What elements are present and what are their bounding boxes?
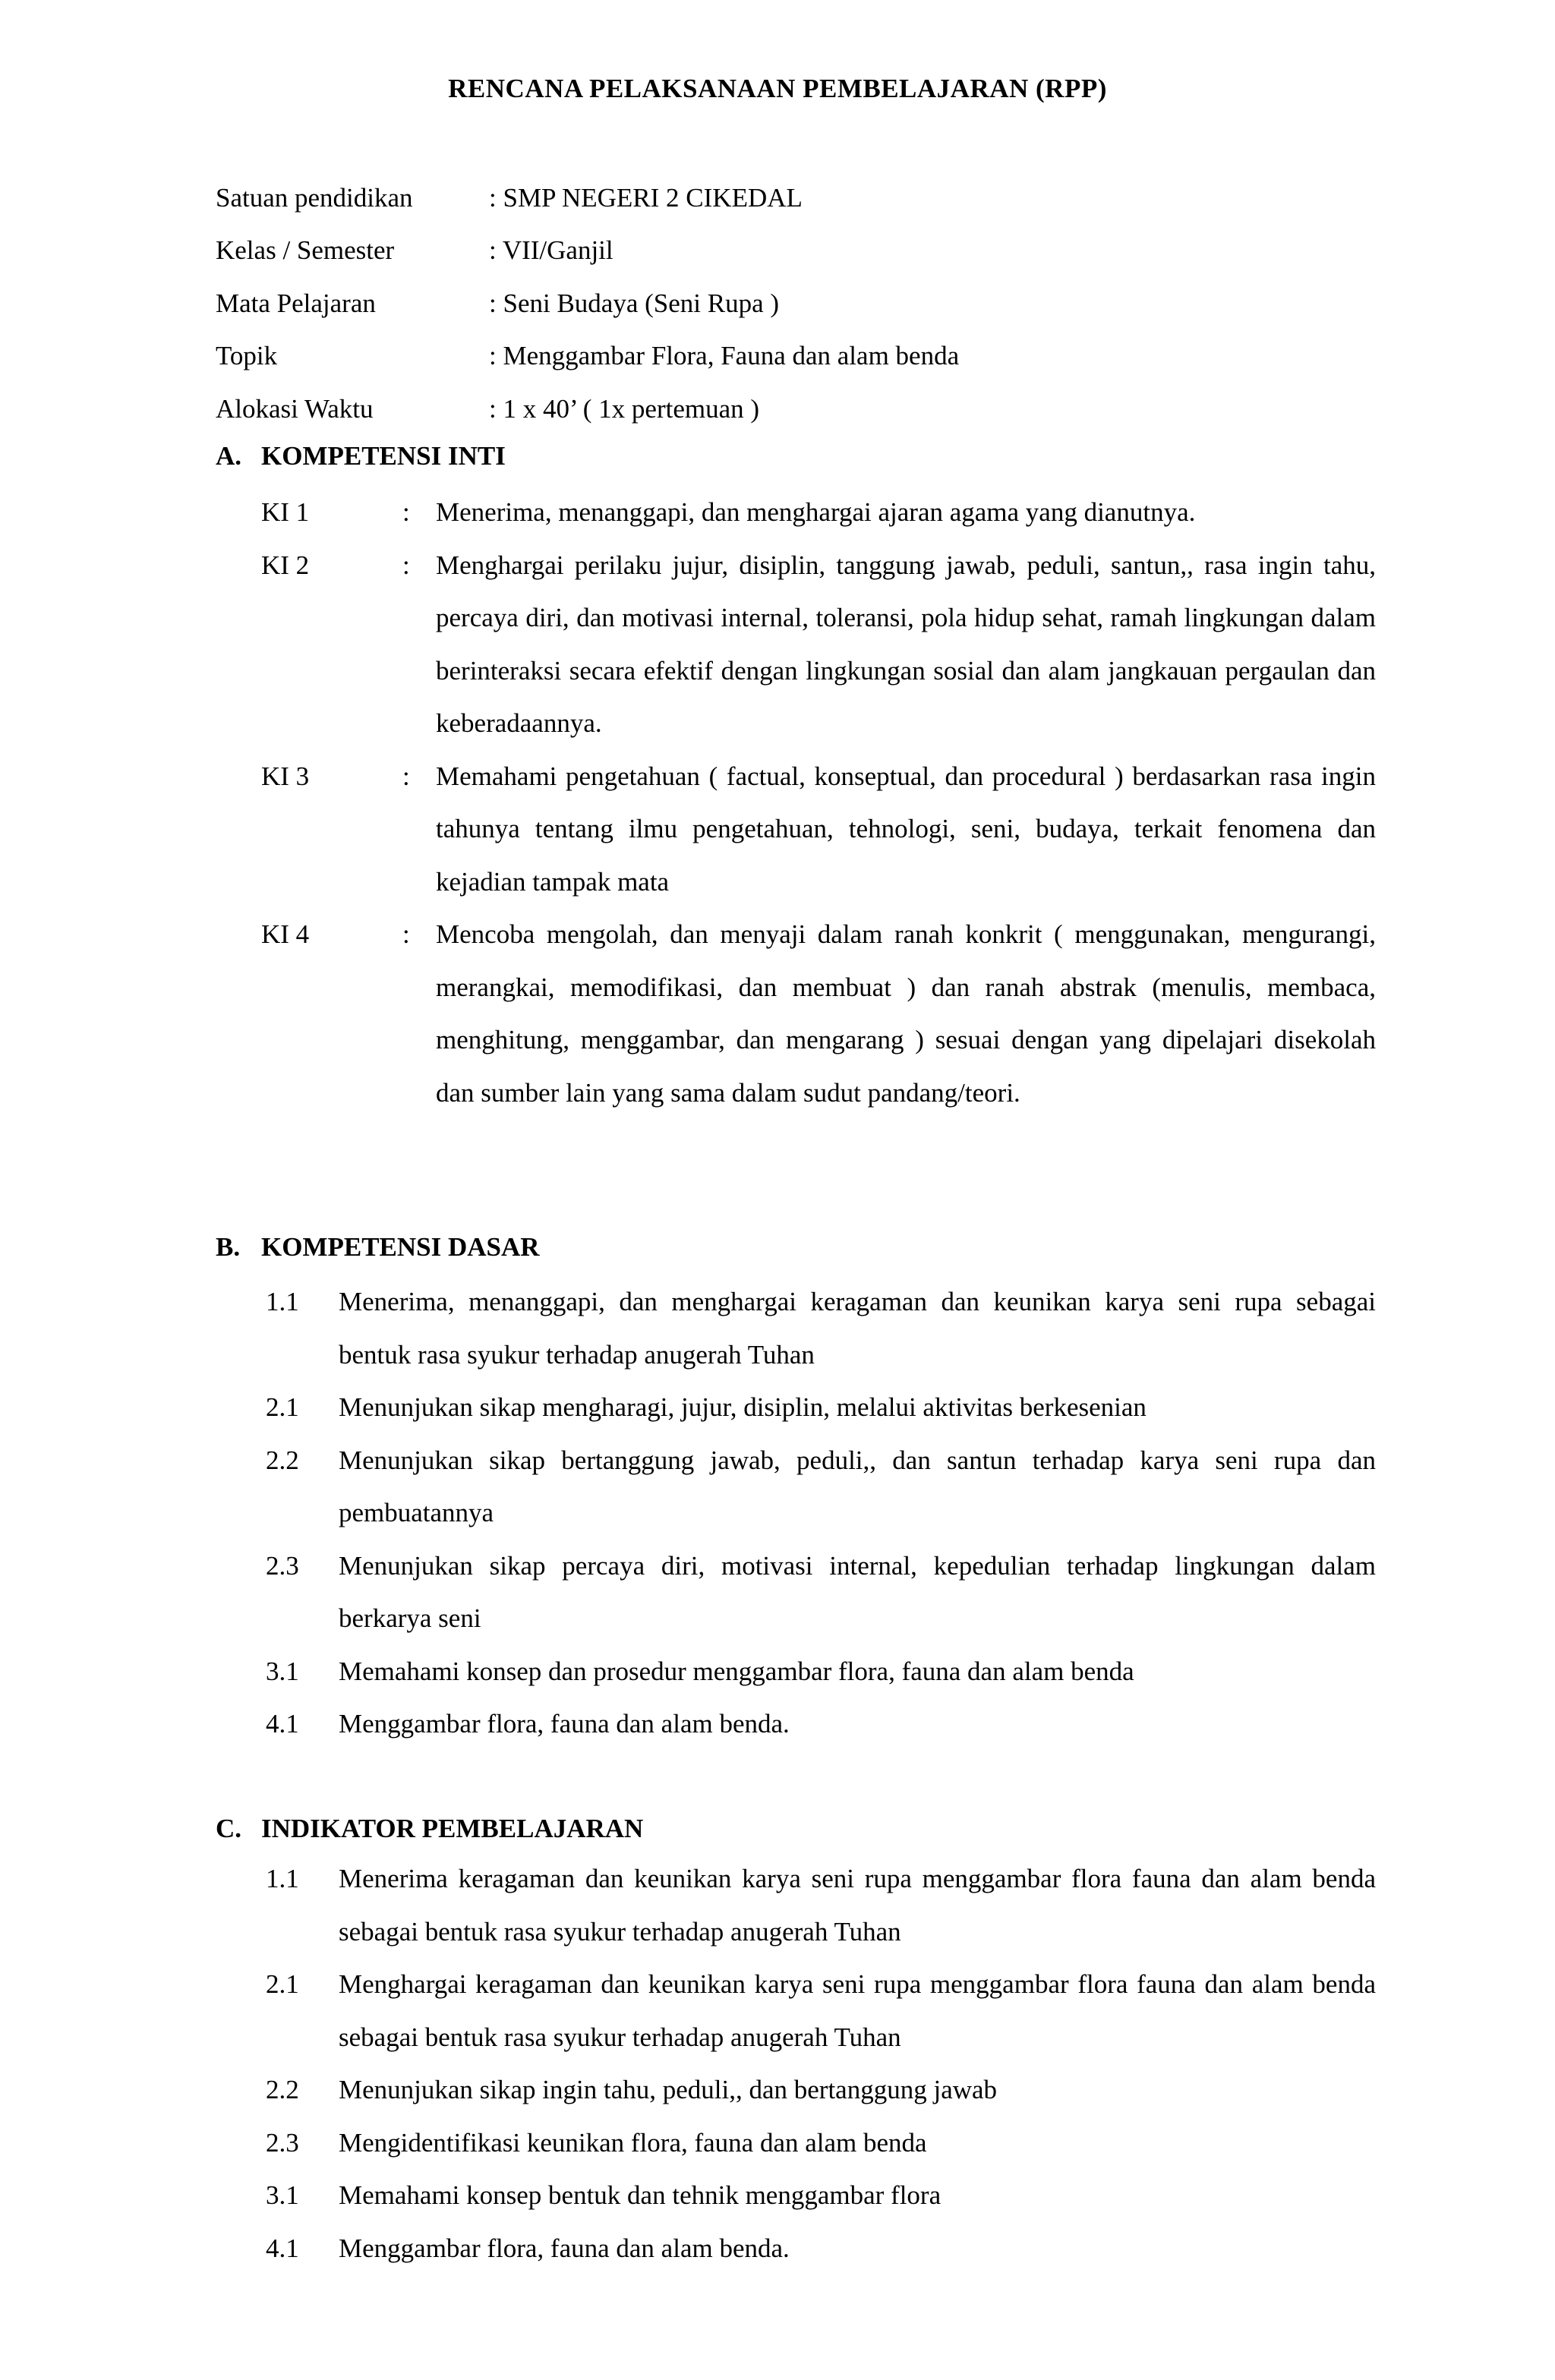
indicator-list — [266, 1852, 1376, 2274]
kd-item — [266, 1698, 1376, 1751]
identity-value: : Menggambar Flora, Fauna dan alam benda — [489, 341, 960, 371]
identity-label: Satuan pendidikan — [216, 182, 413, 213]
kd-code: 2.1 — [266, 1392, 299, 1422]
identity-row — [216, 225, 1400, 278]
identity-value: : Seni Budaya (Seni Rupa ) — [489, 288, 780, 318]
kd-text: Menunjukan sikap mengharagi, jujur, disiplin, melalui aktivitas berkesenian — [339, 1392, 1147, 1422]
kd-item — [266, 1275, 1376, 1381]
indicator-text: Menggambar flora, fauna dan alam benda. — [339, 2233, 790, 2263]
indicator-code: 3.1 — [266, 2180, 299, 2210]
kd-item — [266, 1434, 1376, 1540]
ki-text: Menerima, menanggapi, dan menghargai ajaran agama yang dianutnya. — [436, 497, 1196, 527]
identity-row — [216, 383, 1400, 436]
kd-item — [266, 1540, 1376, 1645]
indicator-code: 2.3 — [266, 2127, 299, 2158]
ki-item — [261, 750, 1376, 909]
section-letter: B. — [216, 1232, 241, 1262]
ki-text: Memahami pengetahuan ( factual, konseptual, dan procedural ) berdasarkan rasa ingin tahunya tentang ilmu pengetahuan, tehnologi, seni, budaya, terkait fenomena dan kejadian tampak mata — [436, 761, 1376, 897]
kd-code: 3.1 — [266, 1656, 299, 1686]
indicator-item — [266, 2063, 1376, 2117]
section-letter: C. — [216, 1814, 242, 1843]
kd-code: 2.3 — [266, 1550, 299, 1581]
kd-text: Menggambar flora, fauna dan alam benda. — [339, 1709, 790, 1739]
indicator-code: 1.1 — [266, 1864, 299, 1893]
document-title: RENCANA PELAKSANAAN PEMBELAJARAN (RPP) — [448, 74, 1107, 103]
section-b-heading — [216, 1228, 540, 1266]
identity-value: : VII/Ganjil — [489, 235, 613, 266]
ki-code: KI 2 — [261, 550, 310, 580]
ki-code: KI 3 — [261, 761, 310, 791]
kd-code: 2.2 — [266, 1445, 299, 1475]
section-title: INDIKATOR PEMBELAJARAN — [261, 1814, 644, 1843]
ki-text: Mencoba mengolah, dan menyaji dalam ranah konkrit ( menggunakan, mengurangi, merangkai, memodifikasi, dan membuat ) dan ranah abstrak (menulis, membaca, menghitung, menggambar, dan mengarang ) sesuai dengan yang dipelajari disekolah dan sumber lain yang sama dalam sudut pandang/teori. — [436, 919, 1376, 1108]
indicator-text: Menunjukan sikap ingin tahu, peduli,, dan bertanggung jawab — [339, 2075, 998, 2104]
identity-row — [216, 277, 1400, 330]
kd-text: Menunjukan sikap percaya diri, motivasi internal, kepedulian terhadap lingkungan dalam berkarya seni — [339, 1550, 1376, 1633]
ki-item — [261, 539, 1376, 750]
ki-colon: : — [402, 919, 410, 949]
identity-label: Kelas / Semester — [216, 235, 395, 266]
ki-colon: : — [402, 550, 410, 580]
section-letter: A. — [216, 441, 242, 471]
indicator-text: Mengidentifikasi keunikan flora, fauna dan alam benda — [339, 2127, 927, 2158]
section-title: KOMPETENSI INTI — [261, 441, 506, 471]
section-a-heading — [216, 437, 506, 475]
kd-text: Menerima, menanggapi, dan menghargai keragaman dan keunikan karya seni rupa sebagai bentuk rasa syukur terhadap anugerah Tuhan — [339, 1287, 1376, 1370]
ki-colon: : — [402, 761, 410, 791]
identity-table — [216, 172, 1400, 436]
indicator-item — [266, 2169, 1376, 2222]
kd-text: Memahami konsep dan prosedur menggambar flora, fauna dan alam benda — [339, 1656, 1134, 1686]
kd-item — [266, 1381, 1376, 1434]
identity-row — [216, 172, 1400, 225]
identity-value: : SMP NEGERI 2 CIKEDAL — [489, 182, 803, 213]
section-title: KOMPETENSI DASAR — [261, 1232, 540, 1262]
indicator-item — [266, 2117, 1376, 2170]
ki-item — [261, 486, 1376, 539]
identity-label: Topik — [216, 341, 278, 371]
identity-label: Mata Pelajaran — [216, 288, 376, 318]
indicator-code: 4.1 — [266, 2233, 299, 2263]
identity-row — [216, 330, 1400, 383]
identity-label: Alokasi Waktu — [216, 393, 374, 424]
kd-item — [266, 1645, 1376, 1698]
kd-list — [266, 1275, 1376, 1751]
ki-item — [261, 908, 1376, 1119]
indicator-item — [266, 2222, 1376, 2275]
indicator-text: Menerima keragaman dan keunikan karya seni rupa menggambar flora fauna dan alam benda sebagai bentuk rasa syukur terhadap anugerah Tuhan — [339, 1864, 1376, 1947]
kd-code: 1.1 — [266, 1287, 299, 1316]
indicator-item — [266, 1958, 1376, 2063]
identity-value: : 1 x 40’ ( 1x pertemuan ) — [489, 393, 760, 424]
ki-code: KI 4 — [261, 919, 310, 949]
indicator-item — [266, 1852, 1376, 1958]
indicator-text: Menghargai keragaman dan keunikan karya seni rupa menggambar flora fauna dan alam benda sebagai bentuk rasa syukur terhadap anugerah Tuhan — [339, 1969, 1376, 2052]
ki-text: Menghargai perilaku jujur, disiplin, tanggung jawab, peduli, santun,, rasa ingin tahu, percaya diri, dan motivasi internal, toleransi, pola hidup sehat, ramah lingkungan dalam berinteraksi secara efektif dengan lingkungan sosial dan alam jangkauan pergaulan dan keberadaannya. — [436, 550, 1376, 738]
section-c-heading — [216, 1810, 643, 1848]
kd-text: Menunjukan sikap bertanggung jawab, peduli,, dan santun terhadap karya seni rupa dan pembuatannya — [339, 1445, 1376, 1527]
ki-list — [261, 486, 1376, 1119]
kd-code: 4.1 — [266, 1709, 299, 1739]
ki-colon: : — [402, 497, 410, 527]
ki-code: KI 1 — [261, 497, 310, 527]
indicator-text: Memahami konsep bentuk dan tehnik menggambar flora — [339, 2180, 942, 2210]
indicator-code: 2.1 — [266, 1969, 299, 1999]
indicator-code: 2.2 — [266, 2075, 299, 2104]
